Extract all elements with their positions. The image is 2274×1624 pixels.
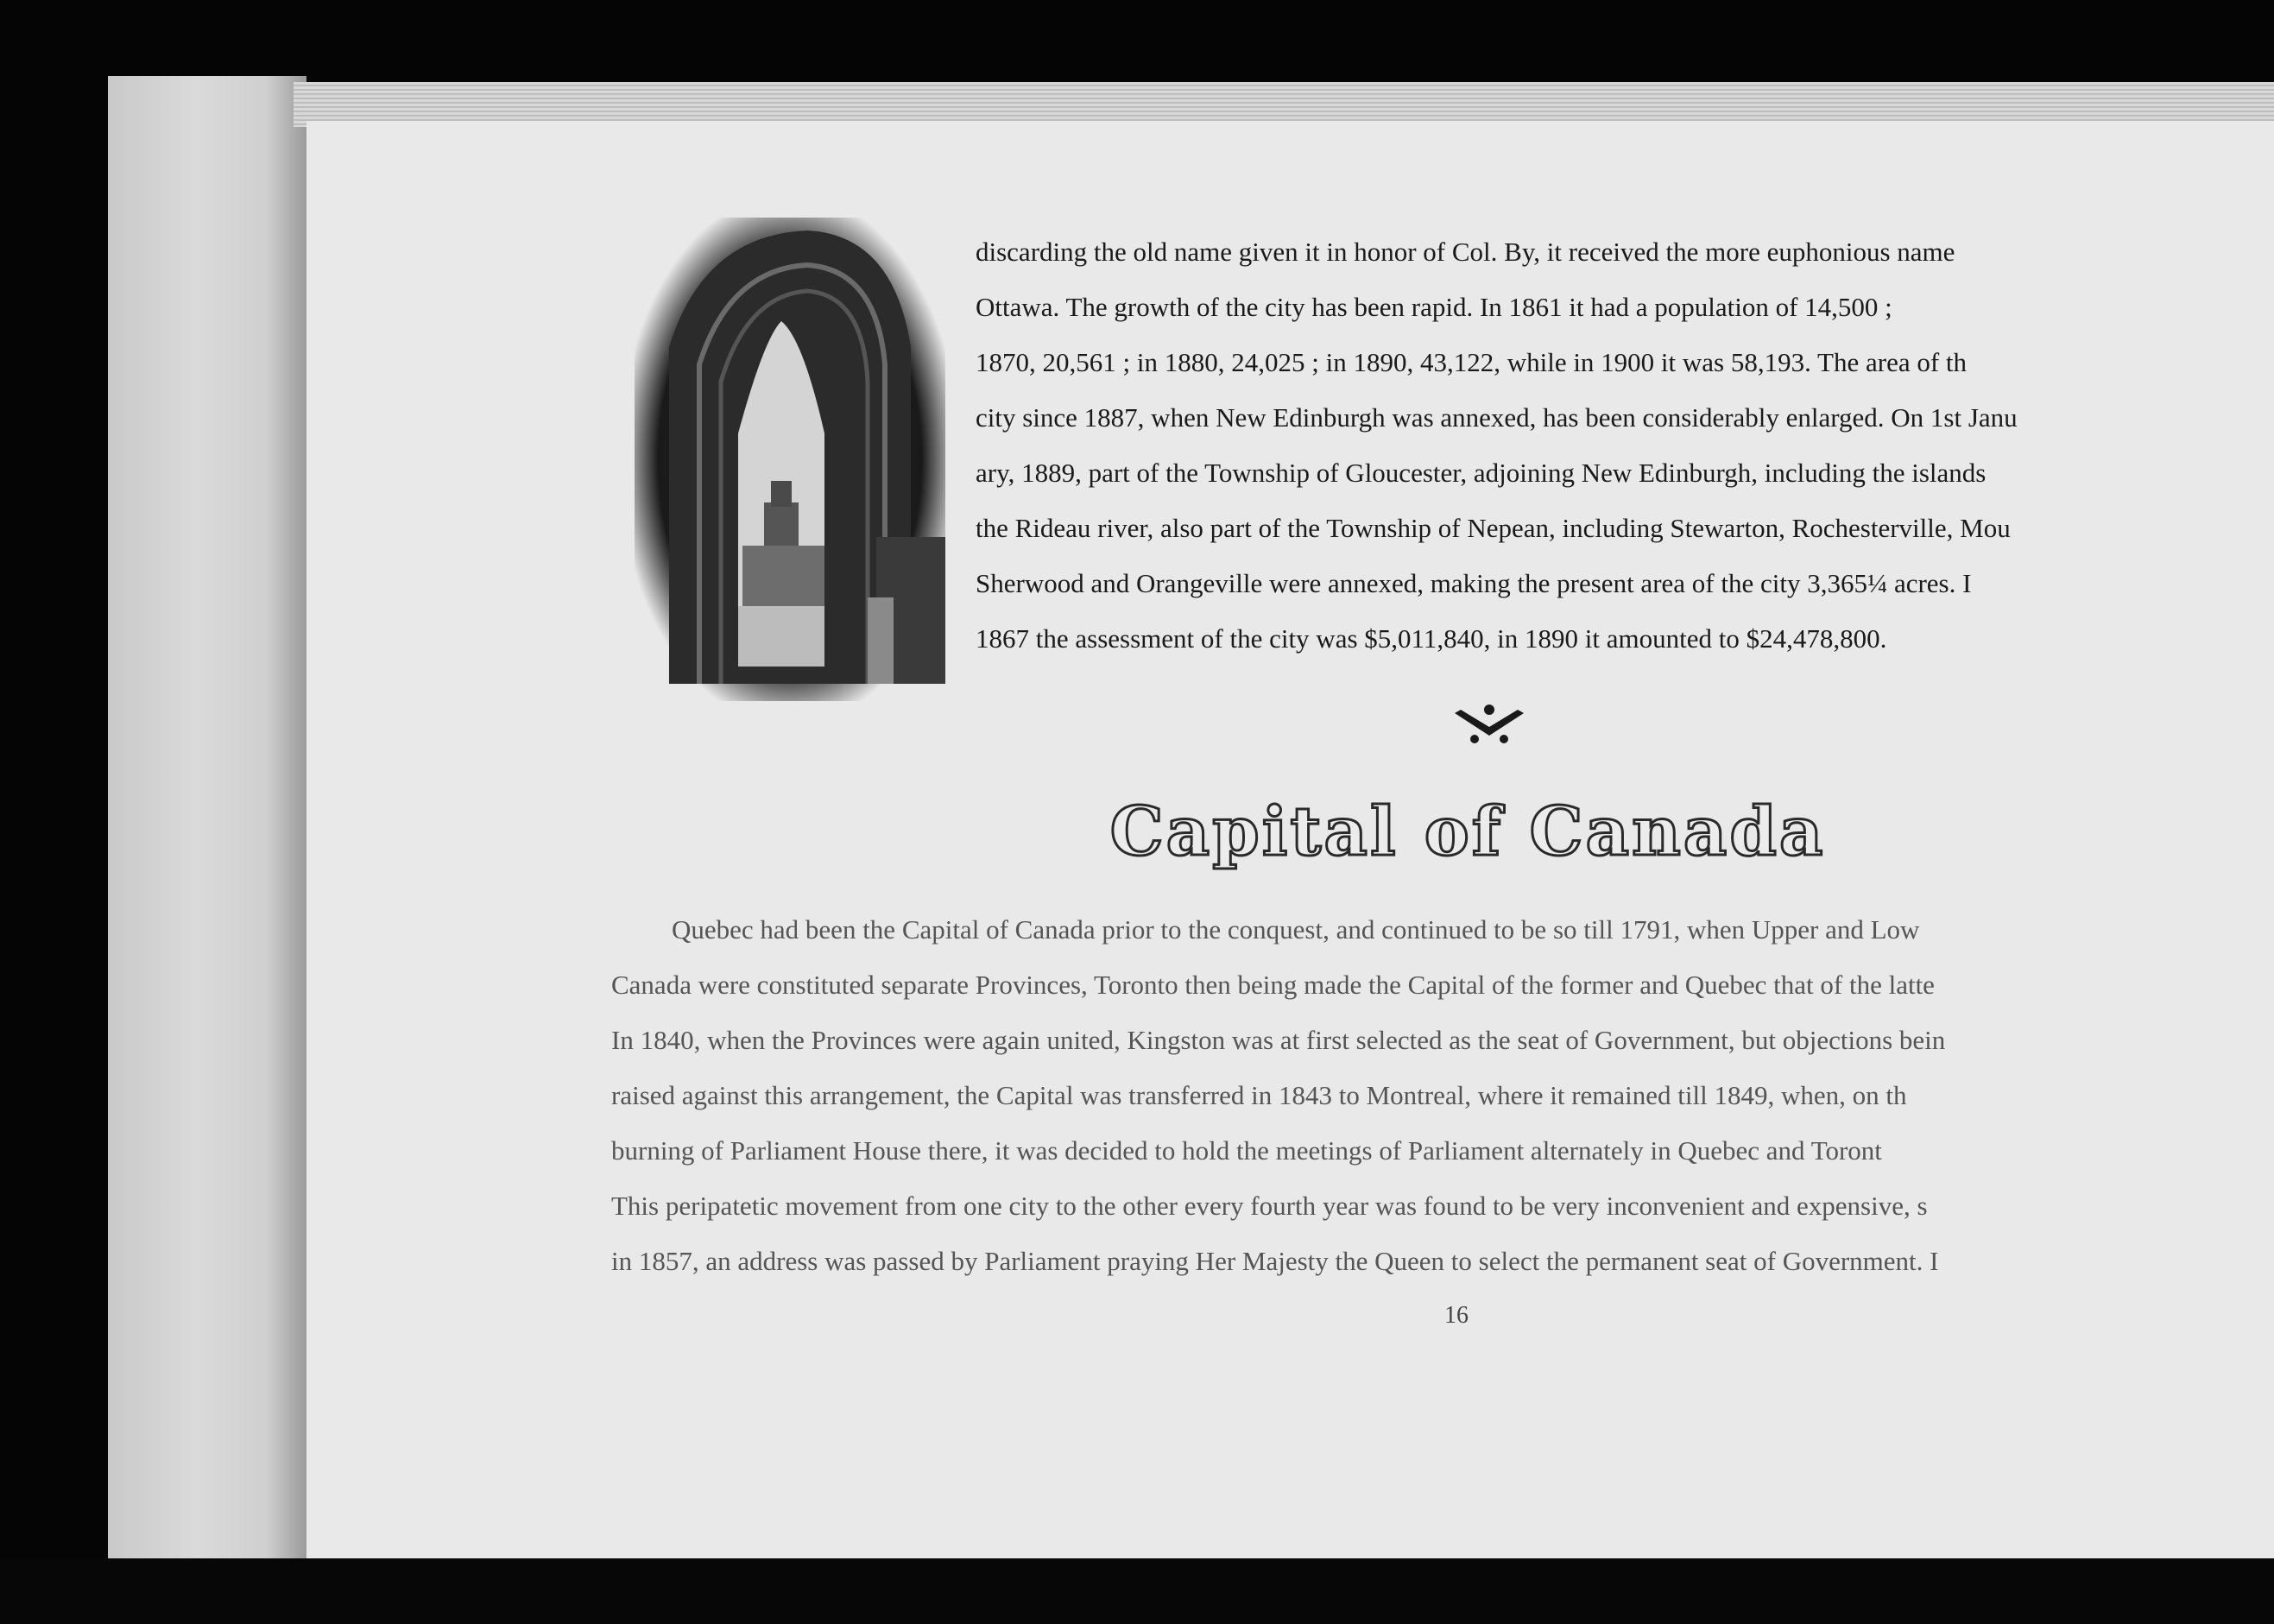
fleuron-ornament-icon	[1450, 701, 1528, 746]
text-line: ary, 1889, part of the Township of Gloucester, adjoining New Edinburgh, including the islands	[976, 458, 1987, 488]
book-spine	[108, 76, 306, 1574]
text-line: Quebec had been the Capital of Canada prior to the conquest, and continued to be so till 1791, when Upper and Low	[672, 914, 1920, 945]
text-line: burning of Parliament House there, it was decided to hold the meetings of Parliament alternately in Quebec and Toront	[611, 1135, 1882, 1166]
scan-background	[0, 1558, 2274, 1624]
intro-paragraph	[976, 224, 2274, 667]
text-line: 1870, 20,561 ; in 1880, 24,025 ; in 1890, 43,122, while in 1900 it was 58,193. The area of th	[976, 347, 1968, 377]
text-line: raised against this arrangement, the Capital was transferred in 1843 to Montreal, where it remained till 1849, when, on th	[611, 1080, 1907, 1110]
body-paragraph	[611, 902, 2274, 1289]
text-line: Ottawa. The growth of the city has been rapid. In 1861 it had a population of 14,500 ;	[976, 292, 1892, 322]
text-line: This peripatetic movement from one city to the other every fourth year was found to be very inconvenient and expensive, s	[611, 1191, 1928, 1221]
text-line: Sherwood and Orangeville were annexed, making the present area of the city 3,365¼ acres. I	[976, 568, 1972, 598]
text-line: city since 1887, when New Edinburgh was annexed, has been considerably enlarged. On 1st Janu	[976, 402, 2018, 433]
text-line: discarding the old name given it in honor of Col. By, it received the more euphonious name	[976, 237, 1955, 267]
text-line: the Rideau river, also part of the Township of Nepean, including Stewarton, Rochesterville, Mou	[976, 513, 2011, 543]
text-line: 1867 the assessment of the city was $5,011,840, in 1890 it amounted to $24,478,800.	[976, 623, 1887, 654]
text-line: Canada were constituted separate Provinces, Toronto then being made the Capital of the former and Quebec that of the latte	[611, 970, 1935, 1000]
page-number: 16	[1444, 1302, 1469, 1329]
text-line: In 1840, when the Provinces were again united, Kingston was at first selected as the seat of Government, but objections bein	[611, 1025, 1946, 1055]
gothic-archway-photo	[635, 218, 945, 701]
text-line: in 1857, an address was passed by Parliament praying Her Majesty the Queen to select the permanent seat of Government. I	[611, 1246, 1939, 1276]
section-title: Capital of Canada	[1109, 793, 1826, 871]
